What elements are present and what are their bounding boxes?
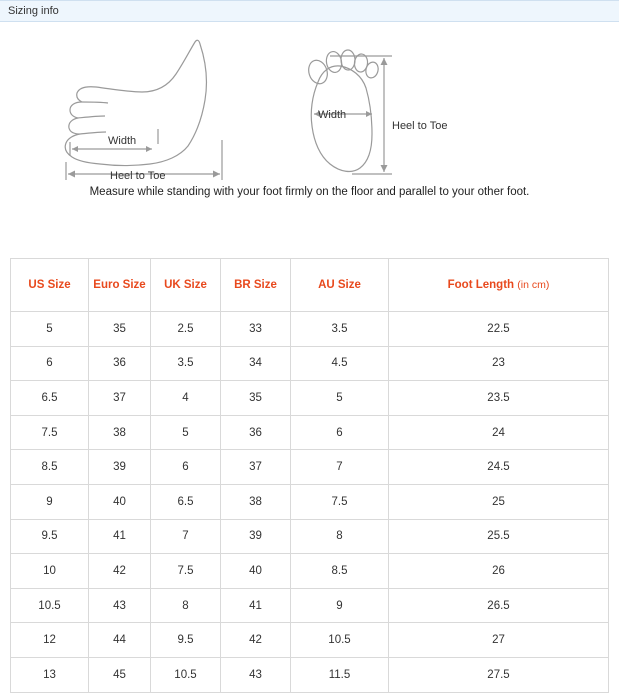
cell-us-size: 10.5 [11,588,89,623]
cell-euro-size: 41 [89,519,151,554]
cell-euro-size: 45 [89,657,151,692]
column-header-uk-size: UK Size [151,259,221,312]
cell-au-size: 11.5 [291,657,389,692]
cell-euro-size: 39 [89,450,151,485]
cell-us-size: 13 [11,657,89,692]
table-row [11,588,609,623]
cell-us-size: 8.5 [11,450,89,485]
cell-au-size: 8 [291,519,389,554]
cell-uk-size: 2.5 [151,312,221,347]
top-view-width-label: Width [318,109,347,121]
cell-uk-size: 7 [151,519,221,554]
cell-br-size: 40 [221,554,291,589]
cell-euro-size: 44 [89,623,151,658]
column-header-foot-length [389,259,609,312]
cell-euro-size: 40 [89,484,151,519]
cell-foot-length: 24 [389,415,609,450]
table-row [11,657,609,692]
section-header [0,0,619,22]
cell-br-size: 33 [221,312,291,347]
cell-br-size: 34 [221,346,291,381]
cell-euro-size: 42 [89,554,151,589]
cell-br-size: 37 [221,450,291,485]
column-header-euro-size: Euro Size [89,259,151,312]
table-row [11,519,609,554]
column-header-br-size: BR Size [221,259,291,312]
cell-uk-size: 5 [151,415,221,450]
measurement-note: Measure while standing with your foot firmly on the floor and parallel to your other foot. [89,186,530,198]
cell-us-size: 6.5 [11,381,89,416]
foot-measurement-diagram [0,22,619,198]
table-row [11,312,609,347]
table-header-row [11,259,609,312]
foot-length-label: Foot Length [447,279,515,291]
cell-euro-size: 38 [89,415,151,450]
diagram-svg [0,22,619,182]
cell-foot-length: 27.5 [389,657,609,692]
cell-us-size: 5 [11,312,89,347]
cell-br-size: 42 [221,623,291,658]
cell-au-size: 3.5 [291,312,389,347]
cell-us-size: 9.5 [11,519,89,554]
cell-uk-size: 8 [151,588,221,623]
column-header-us-size: US Size [11,259,89,312]
table-body [11,312,609,693]
cell-au-size: 10.5 [291,623,389,658]
cell-au-size: 8.5 [291,554,389,589]
cell-foot-length: 23 [389,346,609,381]
cell-foot-length: 26.5 [389,588,609,623]
cell-foot-length: 23.5 [389,381,609,416]
size-chart-table [10,258,609,693]
cell-uk-size: 7.5 [151,554,221,589]
table-header [11,259,609,312]
cell-au-size: 7.5 [291,484,389,519]
cell-us-size: 12 [11,623,89,658]
cell-br-size: 35 [221,381,291,416]
cell-au-size: 5 [291,381,389,416]
size-chart-table-wrapper [10,258,608,693]
cell-au-size: 7 [291,450,389,485]
cell-us-size: 6 [11,346,89,381]
table-row [11,484,609,519]
top-view-heel-to-toe-label: Heel to Toe [392,120,448,132]
cell-br-size: 38 [221,484,291,519]
cell-br-size: 41 [221,588,291,623]
cell-uk-size: 3.5 [151,346,221,381]
table-row [11,623,609,658]
cell-foot-length: 26 [389,554,609,589]
table-row [11,450,609,485]
cell-us-size: 7.5 [11,415,89,450]
table-row [11,415,609,450]
cell-uk-size: 10.5 [151,657,221,692]
cell-uk-size: 9.5 [151,623,221,658]
cell-au-size: 6 [291,415,389,450]
cell-euro-size: 36 [89,346,151,381]
cell-br-size: 43 [221,657,291,692]
side-view-heel-to-toe-label: Heel to Toe [110,170,166,182]
cell-au-size: 9 [291,588,389,623]
cell-uk-size: 6 [151,450,221,485]
side-view-width-label: Width [108,135,137,147]
cell-euro-size: 43 [89,588,151,623]
cell-br-size: 39 [221,519,291,554]
cell-us-size: 10 [11,554,89,589]
page-title: Sizing info [8,5,59,17]
cell-foot-length: 22.5 [389,312,609,347]
cell-euro-size: 35 [89,312,151,347]
cell-uk-size: 6.5 [151,484,221,519]
cell-foot-length: 25.5 [389,519,609,554]
foot-length-unit: (in cm) [517,279,550,291]
cell-uk-size: 4 [151,381,221,416]
cell-euro-size: 37 [89,381,151,416]
table-row [11,381,609,416]
cell-foot-length: 25 [389,484,609,519]
cell-au-size: 4.5 [291,346,389,381]
table-row [11,346,609,381]
table-row [11,554,609,589]
column-header-au-size: AU Size [291,259,389,312]
cell-us-size: 9 [11,484,89,519]
cell-foot-length: 24.5 [389,450,609,485]
cell-br-size: 36 [221,415,291,450]
cell-foot-length: 27 [389,623,609,658]
